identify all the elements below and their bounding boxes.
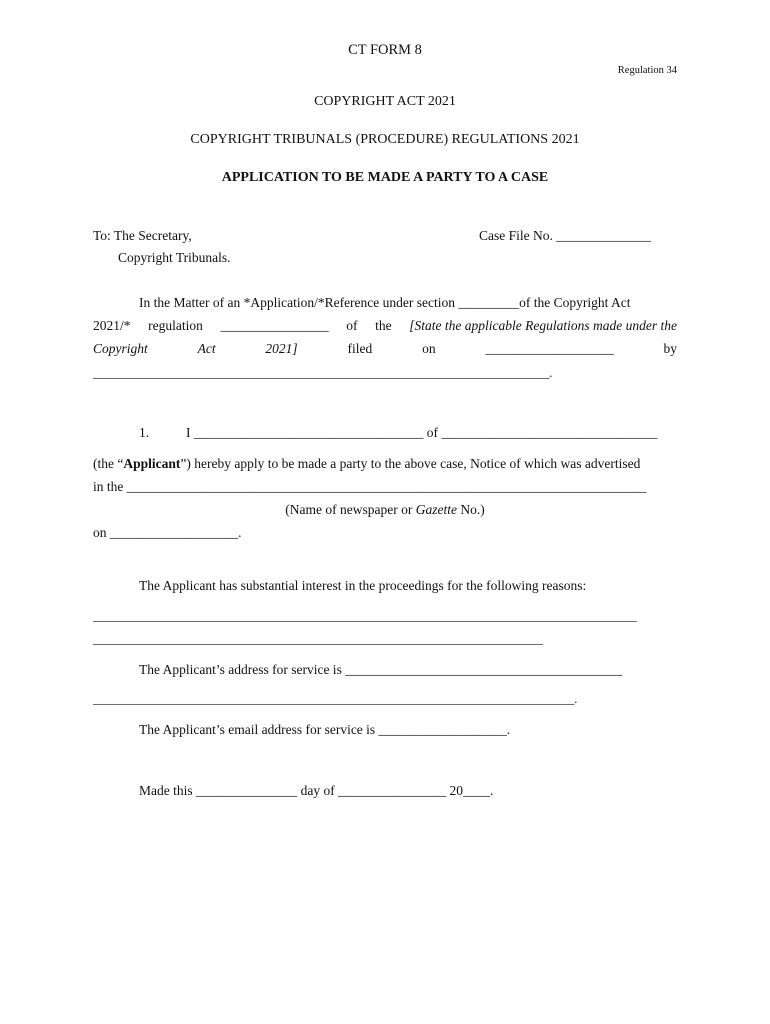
matter-line-2-e: the xyxy=(375,318,392,333)
matter-line-3-b: Act xyxy=(197,341,216,356)
addressee-to: To: The Secretary, xyxy=(93,228,192,243)
matter-line-3-d: filed xyxy=(347,341,373,356)
matter-line-3-e: on xyxy=(422,341,436,356)
applicant-suffix: ”) hereby apply to be made a party to the above case, Notice of which was advertised xyxy=(180,456,641,471)
act-title: COPYRIGHT ACT 2021 xyxy=(314,94,456,109)
interest-reason-line-1: _______________________________________________________________________________________ xyxy=(93,609,637,623)
matter-line-2 xyxy=(93,318,677,334)
newspaper-suffix: No.) xyxy=(456,502,485,517)
advertised-on-field: on ___________________. xyxy=(93,525,242,540)
matter-line-2-f: [State the applicable Regulations made under the xyxy=(409,318,677,333)
matter-line-3-c: 2021] xyxy=(265,341,298,356)
matter-line-3-g: by xyxy=(663,341,677,356)
interest-reason-line-2: ________________________________________________________________________ xyxy=(93,632,543,646)
case-file-number: Case File No. ______________ xyxy=(479,228,651,243)
advertised-in-field: in the _____________________________________________________________________________ xyxy=(93,479,647,494)
made-date-line: Made this _______________ day of ________________ 20____. xyxy=(139,783,494,798)
item-1-number: 1. xyxy=(139,425,150,440)
item-1-name-field: I __________________________________ of ________________________________ xyxy=(186,425,658,440)
matter-line-3-a: Copyright xyxy=(93,341,148,356)
matter-line-1-text: In the Matter of an *Application/*Reference under section _________of the Copyright Act xyxy=(139,295,631,310)
matter-line-4: _________________________________________________________________________. xyxy=(93,366,553,380)
newspaper-caption xyxy=(0,502,770,518)
form-number: CT FORM 8 xyxy=(348,42,422,58)
email-for-service: The Applicant’s email address for service is ___________________. xyxy=(139,722,511,737)
matter-line-2-a: 2021/* xyxy=(93,318,131,333)
matter-line-3-f: ___________________ xyxy=(485,341,614,356)
matter-line-2-c: ________________ xyxy=(220,318,329,333)
regulations-title: COPYRIGHT TRIBUNALS (PROCEDURE) REGULATIONS 2021 xyxy=(190,132,580,147)
applicant-term: Applicant xyxy=(123,456,181,471)
matter-line-1 xyxy=(139,295,677,311)
newspaper-gazette: Gazette xyxy=(415,502,457,517)
applicant-prefix: (the “ xyxy=(93,456,124,471)
interest-statement: The Applicant has substantial interest in the proceedings for the following reasons: xyxy=(139,578,587,593)
addressee-org: Copyright Tribunals. xyxy=(118,250,231,265)
matter-line-2-b: regulation xyxy=(148,318,203,333)
regulation-reference: Regulation 34 xyxy=(617,65,677,76)
form-title: APPLICATION TO BE MADE A PARTY TO A CASE xyxy=(221,170,549,185)
matter-line-3 xyxy=(93,341,677,357)
address-line: _____________________________________________________________________________. xyxy=(93,692,578,706)
matter-line-2-d: of xyxy=(346,318,358,333)
address-for-service: The Applicant’s address for service is _________________________________________ xyxy=(139,662,622,677)
newspaper-prefix: (Name of newspaper or xyxy=(285,502,416,517)
applicant-definition xyxy=(93,456,640,472)
